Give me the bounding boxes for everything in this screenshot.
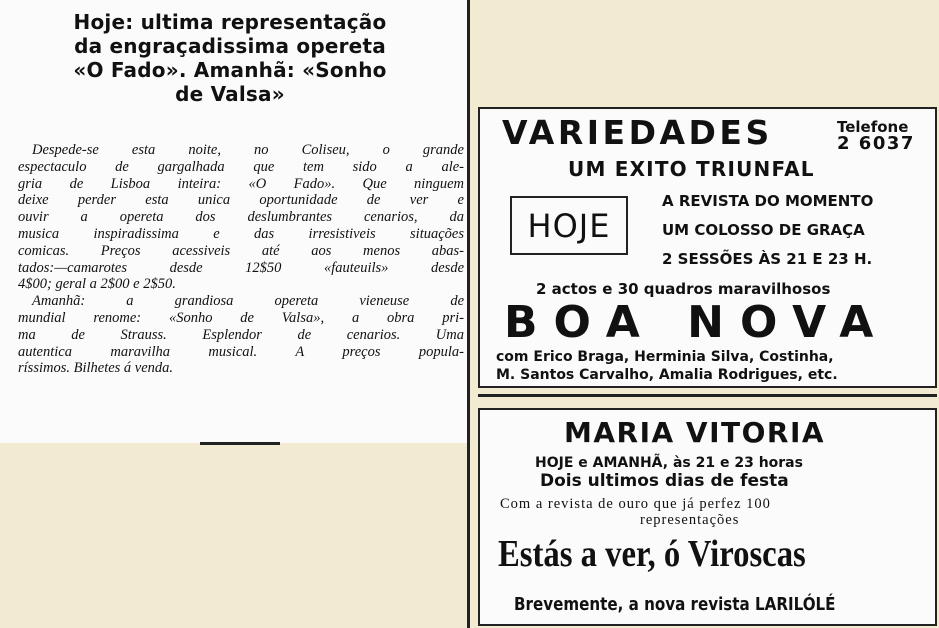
- article-line: espectaculo de gargalhada que tem sido a ale-: [18, 158, 464, 175]
- article-line: gria de Lisboa inteira: «O Fado». Que ninguem: [18, 175, 464, 192]
- boa-nova-title: BOA NOVA: [504, 297, 890, 348]
- viroscas-title: Estás a ver, ó Viroscas: [498, 533, 806, 575]
- phone-number: 2 6037: [837, 133, 915, 154]
- article-line: musica inspiradissima e das irresistiveis situações: [18, 225, 464, 242]
- hoje-box: HOJE: [510, 196, 628, 255]
- article-line: comicas. Preços acessiveis até aos menos abas-: [18, 242, 464, 259]
- article-line: deixe perder esta unica oportunidade de ver e: [18, 192, 464, 209]
- article-line: Amanhã: a grandiosa opereta vieneuse de: [32, 293, 464, 310]
- coming-soon-line: Brevemente, a nova revista LARILÓLÉ: [514, 594, 836, 615]
- headline-line: de Valsa»: [175, 82, 285, 106]
- variedades-desc-line: UM COLOSSO DE GRAÇA: [662, 221, 865, 239]
- headline-line: «O Fado». Amanhã: «Sonho: [73, 58, 387, 82]
- maria-vitoria-venue: MARIA VITORIA: [564, 416, 826, 449]
- variedades-tagline: UM EXITO TRIUNFAL: [568, 157, 815, 181]
- variedades-ad: [478, 107, 937, 388]
- cast-line: com Erico Braga, Herminia Silva, Costinha,: [496, 349, 834, 365]
- left-article-panel: [0, 0, 467, 443]
- article-line: Despede-se esta noite, no Coliseu, o grande: [32, 142, 464, 158]
- intro-line: Com a revista de ouro que já perfez 100: [500, 496, 771, 512]
- article-line: tados:—camarotes desde 12$50 «fauteuils» desde: [18, 259, 464, 276]
- column-divider: [467, 0, 470, 628]
- intro-line: representações: [640, 512, 740, 528]
- cast-line: M. Santos Carvalho, Amalia Rodrigues, etc.: [496, 367, 838, 383]
- article-line: ouvir a opereta dos deslumbrantes cenarios, da: [18, 209, 464, 226]
- headline-line: da engraçadissima opereta: [74, 34, 386, 58]
- maria-vitoria-subtitle: Dois ultimos dias de festa: [540, 471, 789, 491]
- ad-separator-rule: [478, 394, 937, 397]
- phone-label: Telefone: [837, 118, 909, 136]
- article-line: mundial renome: «Sonho de Valsa», a obra pri-: [18, 309, 464, 326]
- headline-line: Hoje: ultima representação: [73, 10, 387, 34]
- article-line: autentica maravilha musical. A preços popula-: [18, 343, 464, 360]
- maria-vitoria-ad: [478, 408, 937, 626]
- variedades-desc-line: A REVISTA DO MOMENTO: [662, 192, 874, 210]
- end-rule: [200, 442, 280, 445]
- article-headline: [20, 10, 440, 106]
- article-body: [18, 142, 464, 377]
- article-line: ma de Strauss. Esplendor de cenarios. Uma: [18, 326, 464, 343]
- acts-line: 2 actos e 30 quadros maravilhosos: [536, 280, 831, 298]
- schedule-line: HOJE e AMANHÃ, às 21 e 23 horas: [535, 455, 803, 471]
- variedades-desc-line: 2 SESSÕES ÀS 21 E 23 H.: [662, 250, 873, 268]
- article-line: 4$00; geral a 2$00 e 2$50.: [18, 276, 176, 293]
- variedades-venue: VARIEDADES: [502, 113, 773, 152]
- article-line: ríssimos. Bilhetes á venda.: [18, 360, 174, 377]
